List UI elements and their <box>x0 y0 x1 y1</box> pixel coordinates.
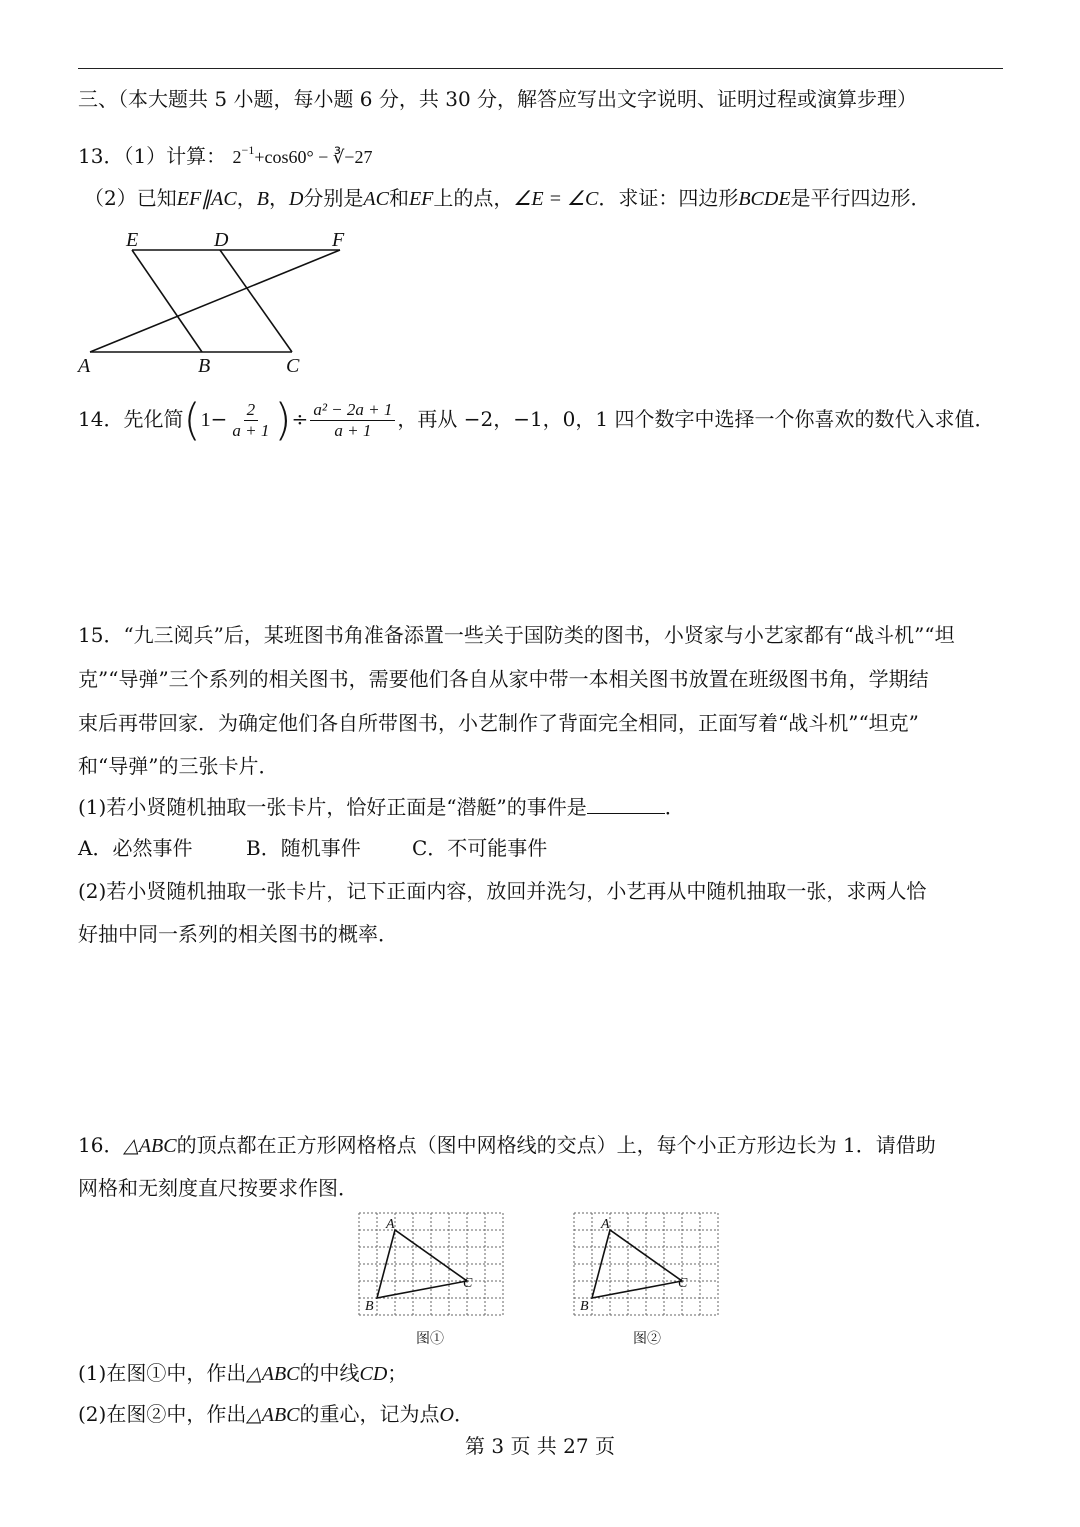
q15-sub2-line2: 好抽中同一系列的相关图书的概率． <box>78 922 398 946</box>
triangle-ABC-2 <box>592 1230 682 1298</box>
label-A: A <box>386 1217 395 1232</box>
q16-sub1: (1)在图①中，作出△ABC的中线CD； <box>78 1361 408 1385</box>
q13-expression: $2^{-1}+\cos 60^\circ$ − ∛−27 <box>232 143 373 167</box>
page-footer: 第 3 页 共 27 页 <box>465 1434 615 1458</box>
label-A: A <box>78 355 91 377</box>
q13-part1 <box>78 135 372 172</box>
fig1-caption: 图① <box>416 1331 444 1347</box>
label-B: B <box>198 355 211 377</box>
q15-options <box>78 833 547 863</box>
q14-fraction-1: $\frac{2}{a + 1}$ <box>232 400 270 440</box>
q14: 14．先化简(1− $\frac{2}{a + 1}$ )÷ $\frac{\text{a² − 2a + 1}}{a + 1}$ ，再从 −2，−1，0，1 四个数字中选择一个你喜欢的数代入求值． <box>78 394 995 446</box>
q15-line4: 和“导弹”的三张卡片． <box>78 754 279 778</box>
answer-blank <box>587 795 665 814</box>
grid-figure-1 <box>356 1210 511 1322</box>
top-rule <box>78 68 1003 69</box>
label-C: C <box>286 355 300 377</box>
option-a: A．必然事件 <box>78 836 193 860</box>
label-F: F <box>332 229 345 251</box>
q15-sub1: (1)若小贤随机抽取一张卡片，恰好正面是“潜艇”的事件是 ． <box>78 795 685 819</box>
label-D: D <box>214 229 229 251</box>
q16-line2: 网格和无刻度直尺按要求作图． <box>78 1176 358 1200</box>
q15-line3: 束后再带回家．为确定他们各自所带图书，小艺制作了背面完全相同，正面写着“战斗机”“坦克” <box>78 711 919 735</box>
label-B: B <box>580 1299 589 1314</box>
triangle-ABC-1 <box>377 1230 467 1298</box>
fig2-caption: 图② <box>633 1331 661 1347</box>
label-C: C <box>678 1276 688 1291</box>
q16-line1: 16．△ABC的顶点都在正方形网格格点（图中网格线的交点）上，每个小正方形边长为 1．请借助 <box>78 1133 936 1157</box>
q13-number: 13． <box>78 144 124 168</box>
label-B: B <box>365 1299 374 1314</box>
segment-AF <box>90 250 340 352</box>
grid-figure-2 <box>571 1210 726 1322</box>
label-A: A <box>601 1217 610 1232</box>
label-E: E <box>126 229 139 251</box>
q13-parallelogram-figure <box>70 222 370 382</box>
option-c: C．不可能事件 <box>412 836 548 860</box>
section-heading: 三、（本大题共 5 小题，每小题 6 分，共 30 分，解答应写出文字说明、证明过程或演算步理） <box>78 87 918 111</box>
segment-DC <box>220 250 292 352</box>
q13-part2: （2）已知EF∥AC，B，D分别是AC和EF上的点，∠E = ∠C．求证：四边形BCDE是平行四边形． <box>84 186 931 210</box>
label-C: C <box>463 1276 473 1291</box>
q15-line2: 克”“导弹”三个系列的相关图书，需要他们各自从家中带一本相关图书放置在班级图书角，学期结 <box>78 667 929 691</box>
q15-sub2-line1: (2)若小贤随机抽取一张卡片，记下正面内容，放回并洗匀，小艺再从中随机抽取一张，求两人恰 <box>78 879 927 903</box>
q14-fraction-2: $\frac{\text{a² − 2a + 1}}{a + 1}$ <box>310 400 395 441</box>
q13-part1-label: （1）计算： <box>123 144 227 168</box>
q15-line1: 15．“九三阅兵”后，某班图书角准备添置一些关于国防类的图书，小贤家与小艺家都有“战斗机”“坦 <box>78 623 955 647</box>
q16-sub2: (2)在图②中，作出△ABC的重心，记为点O． <box>78 1402 474 1426</box>
option-b: B．随机事件 <box>246 836 361 860</box>
segment-EB <box>132 250 202 352</box>
